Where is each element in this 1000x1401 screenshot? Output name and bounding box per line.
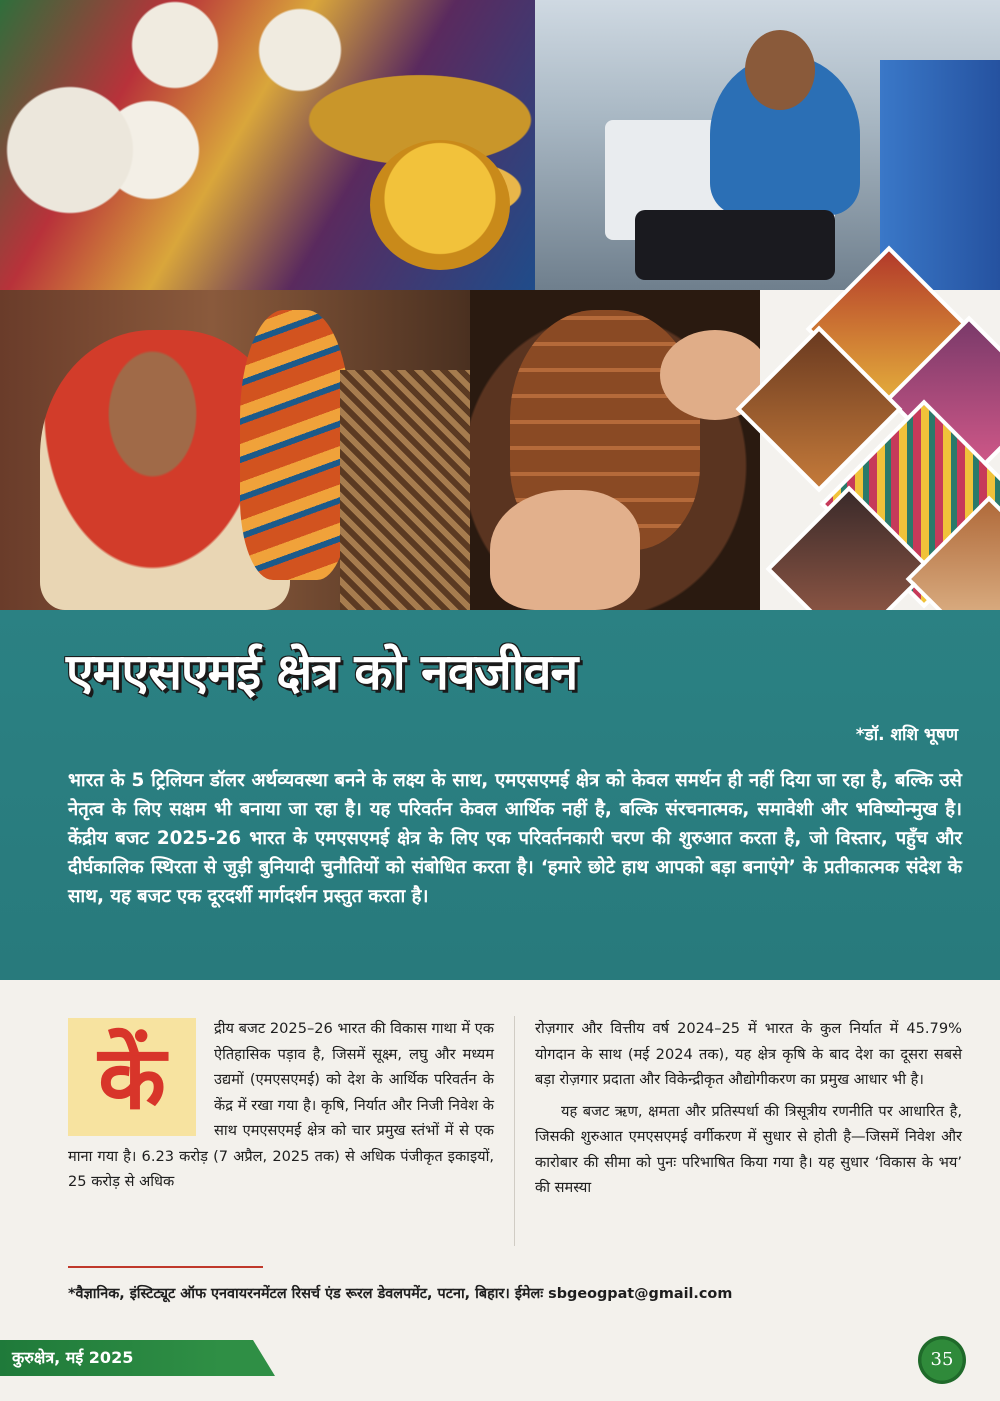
artisan-woman-painting-photo [0, 290, 470, 610]
body-paragraph: यह बजट ऋण, क्षमता और प्रतिस्पर्धा की त्रिसूत्रीय रणनीति पर आधारित है, जिसकी शुरुआत एमएसएमई वर्गीकरण में सुधार से होती है—जिसमें निवेश और कारोबार की सीमा को पुनः परिभाषित किया गया है। यह सुधार ‘विकास के भय’ की समस्या [535, 1102, 962, 1196]
body-column-right [535, 1016, 962, 1201]
pottery-carving-photo [470, 290, 770, 610]
article-author: *डॉ. शशि भूषण [855, 725, 958, 745]
author-footnote: *वैज्ञानिक, इंस्टिट्यूट ऑफ एनवायरनमेंटल रिसर्च एंड रूरल डेवलपमेंट, पटना, बिहार। ईमेलः sbgeogpat@gmail.com [68, 1286, 733, 1302]
column-divider [514, 1016, 515, 1246]
body-paragraph: रोज़गार और वित्तीय वर्ष 2024–25 में भारत के कुल निर्यात में 45.79% योगदान के साथ (मई 2024 तक), यह क्षेत्र कृषि के बाद देश का दूसरा सबसे बड़ा रोज़गार प्रदाता और विकेन्द्रीकृत औद्योगीकरण का प्रमुख आधार भी है। [535, 1020, 962, 1088]
page-number: 35 [918, 1336, 966, 1384]
header-photo-collage [0, 0, 1000, 610]
body-paragraph: द्रीय बजट 2025–26 भारत की विकास गाथा में एक ऐतिहासिक पड़ाव है, जिसमें सूक्ष्म, लघु और मध्यम उद्यमों (एमएसएमई) को देश के आर्थिक परिवर्तन के केंद्र में रखा गया है। कृषि, निर्यात और निजी निवेश के साथ एमएसएमई क्षेत्र को चार प्रमुख स्तंभों में से एक माना गया है। 6.23 करोड़ (7 अप्रैल, 2025 तक) से अधिक पंजीकृत इकाइयों, 25 करोड़ से अधिक [68, 1020, 494, 1190]
drop-cap: कें [68, 1018, 196, 1136]
footnote-rule [68, 1266, 263, 1268]
handicraft-masks-photo [0, 0, 535, 290]
painted-vase [240, 310, 350, 580]
body-column-left [68, 1016, 494, 1195]
article-title: एमएसएमई क्षेत्र को नवजीवन [66, 643, 578, 701]
garment-worker-photo [535, 0, 1000, 290]
magazine-issue: कुरुक्षेत्र, मई 2025 [12, 1348, 134, 1367]
article-intro: भारत के 5 ट्रिलियन डॉलर अर्थव्यवस्था बनने के लक्ष्य के साथ, एमएसएमई क्षेत्र को केवल समर्थन ही नहीं दिया जा रहा है, बल्कि उसे नेतृत्व के लिए सक्षम भी बनाया जा रहा है। यह परिवर्तन केवल आर्थिक नहीं है, बल्कि संरचनात्मक, समावेशी और भविष्योन्मुख है। केंद्रीय बजट 2025-26 भारत के एमएसएमई क्षेत्र के लिए एक परिवर्तनकारी चरण की शुरुआत करता है, जो विस्तार, पहुँच और दीर्घकालिक स्थिरता से जुड़ी बुनियादी चुनौतियों को संबोधित करता है। ‘हमारे छोटे हाथ आपको बड़ा बनाएंगे’ के प्रतीकात्मक संदेश के साथ, यह बजट एक दूरदर्शी मार्गदर्शन प्रस्तुत करता है। [68, 770, 962, 907]
durga-idol-face [370, 140, 510, 270]
